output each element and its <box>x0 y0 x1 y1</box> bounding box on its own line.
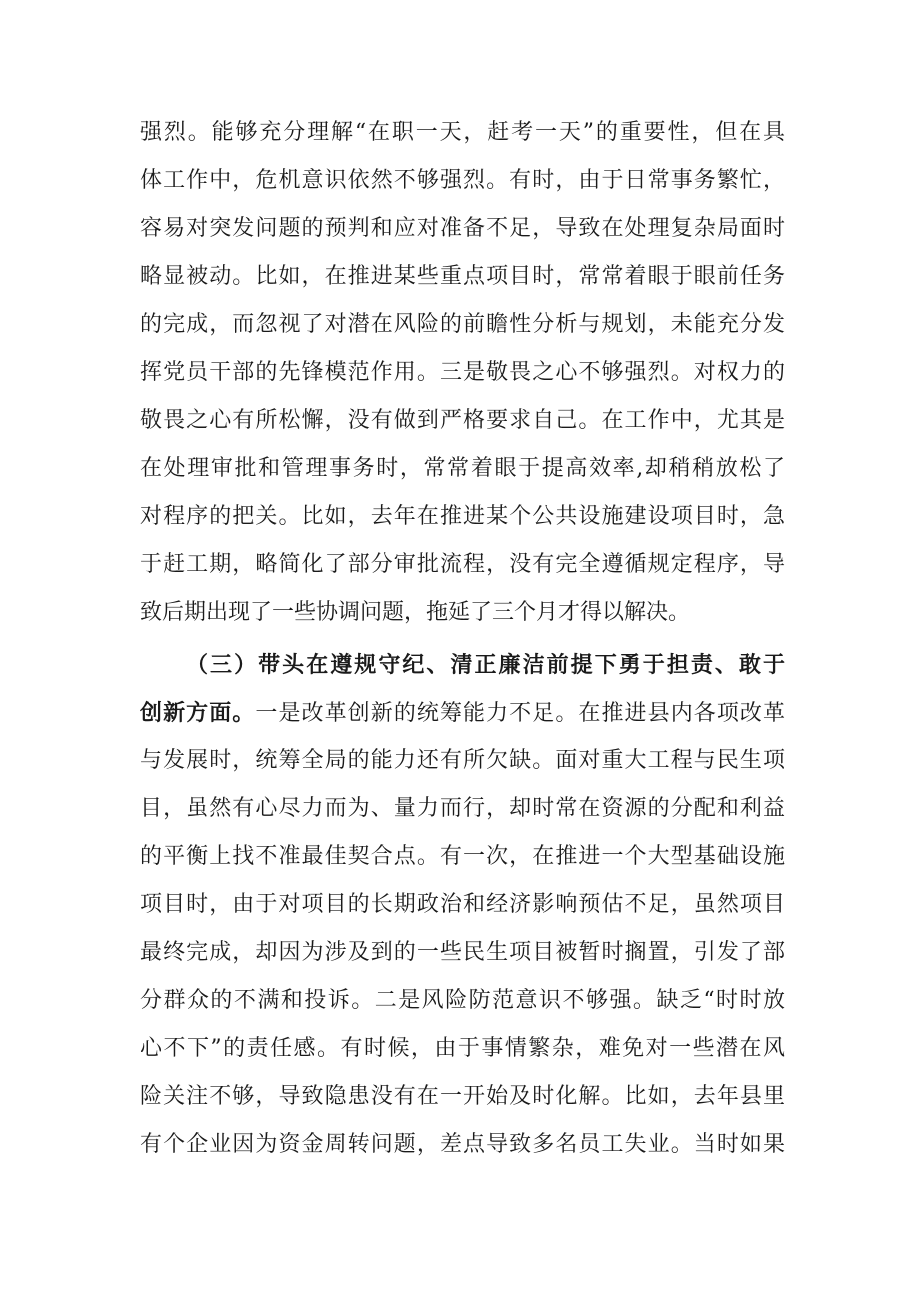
body-line: 与发展时，统筹全局的能力还有所欠缺。面对重大工程与民生项 <box>140 748 785 773</box>
body-line: 敬畏之心有所松懈，没有做到严格要求自己。在工作中，尤其是 <box>140 408 785 433</box>
body-line: 最终完成，却因为涉及到的一些民生项目被暂时搁置，引发了部 <box>140 940 785 965</box>
body-line: 分群众的不满和投诉。二是风险防范意识不够强。缺乏“时时放 <box>140 988 785 1013</box>
body-line: 的完成，而忽视了对潜在风险的前瞻性分析与规划，未能充分发 <box>140 312 785 337</box>
body-text: 一是改革创新的统筹能力不足。在推进县内各项改革 <box>255 701 785 726</box>
body-line: 挥党员干部的先锋模范作用。三是敬畏之心不够强烈。对权力的 <box>140 360 785 385</box>
body-line: 项目时，由于对项目的长期政治和经济影响预估不足，虽然项目 <box>140 892 785 917</box>
body-line: 对程序的把关。比如，去年在推进某个公共设施建设项目时，急 <box>140 504 785 529</box>
body-line: 于赶工期，略简化了部分审批流程，没有完全遵循规定程序，导 <box>140 552 785 577</box>
body-line: 体工作中，危机意识依然不够强烈。有时，由于日常事务繁忙， <box>140 168 785 193</box>
body-line: 容易对突发问题的预判和应对准备不足，导致在处理复杂局面时 <box>140 216 785 241</box>
body-line: 略显被动。比如，在推进某些重点项目时，常常着眼于眼前任务 <box>140 264 785 289</box>
body-line: 心不下”的责任感。有时候，由于事情繁杂，难免对一些潜在风 <box>140 1036 785 1061</box>
body-line: 致后期出现了一些协调问题，拖延了三个月才得以解决。 <box>140 600 691 625</box>
body-line: 目，虽然有心尽力而为、量力而行，却时常在资源的分配和利益 <box>140 796 785 821</box>
section-heading-tail: 创新方面。 <box>140 700 256 726</box>
body-line: 强烈。能够充分理解“在职一天，赶考一天”的重要性，但在具 <box>140 120 785 145</box>
body-line: 有个企业因为资金周转问题，差点导致多名员工失业。当时如果 <box>140 1132 785 1157</box>
section-heading: （三）带头在遵规守纪、清正廉洁前提下勇于担责、敢于 <box>186 652 785 678</box>
body-line: 险关注不够，导致隐患没有在一开始及时化解。比如，去年县里 <box>140 1084 785 1109</box>
body-line: 在处理审批和管理事务时，常常着眼于提高效率,却稍稍放松了 <box>140 456 785 481</box>
section-heading-continuation <box>140 695 785 731</box>
body-line: 的平衡上找不准最佳契合点。有一次，在推进一个大型基础设施 <box>140 844 785 869</box>
